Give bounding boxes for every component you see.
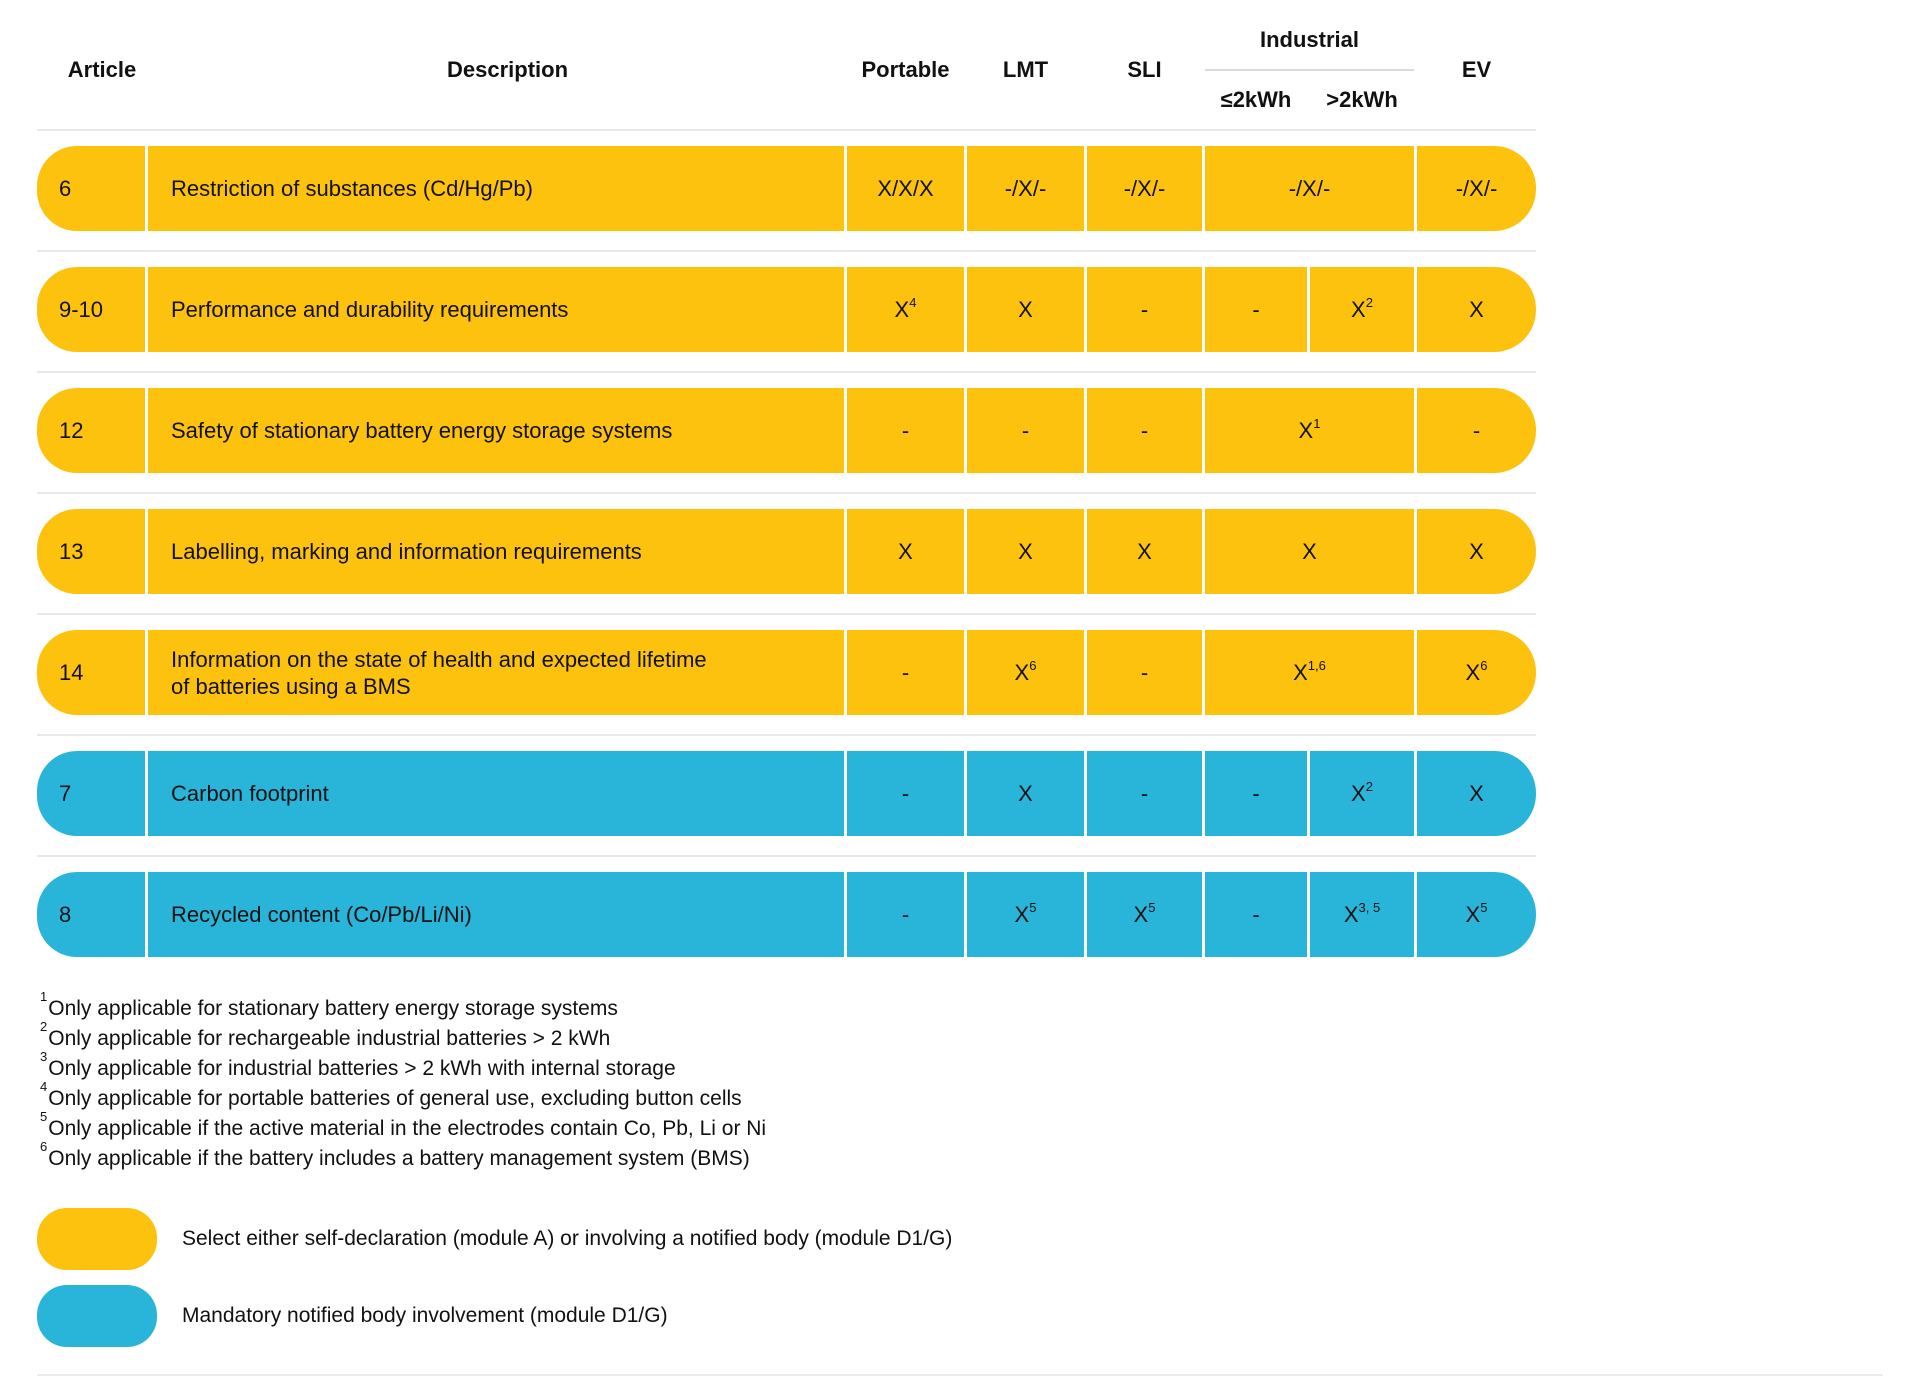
industrial-cell: X xyxy=(1205,509,1414,594)
portable-cell: X xyxy=(847,509,964,594)
column-header-article: Article xyxy=(67,57,137,82)
ev-cell: X xyxy=(1417,267,1536,352)
portable-cell: - xyxy=(847,630,964,715)
ev-cell: X xyxy=(1417,509,1536,594)
industrial-le2kwh-cell: - xyxy=(1205,267,1307,352)
description-cell: Carbon footprint xyxy=(148,751,844,836)
description-cell: Recycled content (Co/Pb/Li/Ni) xyxy=(148,872,844,957)
table-row-article-14 xyxy=(37,630,1536,715)
description-cell: Performance and durability requirements xyxy=(148,267,844,352)
lmt-cell: X xyxy=(967,509,1084,594)
ev-cell: -/X/- xyxy=(1417,146,1536,231)
table-row-article-8 xyxy=(37,872,1536,957)
portable-cell: - xyxy=(847,388,964,473)
sli-cell: - xyxy=(1087,388,1202,473)
blue-pill-swatch xyxy=(37,1285,157,1347)
description-cell: Labelling, marking and information requirements xyxy=(148,509,844,594)
row-separator xyxy=(37,734,1536,736)
industrial-gt2kwh-cell: X $^2$ xyxy=(1310,267,1414,352)
ev-cell: X $^5$ xyxy=(1417,872,1536,957)
footnote-1: $^1$Only applicable for stationary battery energy storage systems xyxy=(40,989,618,1020)
table-row-article-7 xyxy=(37,751,1536,836)
article-cell: 7 xyxy=(37,751,145,836)
industrial-group-underline xyxy=(1205,69,1414,71)
sli-cell: X $^5$ xyxy=(1087,872,1202,957)
article-cell: 9-10 xyxy=(37,267,145,352)
column-header-sli: SLI xyxy=(1127,57,1162,82)
sli-cell: - xyxy=(1087,267,1202,352)
legend-label: Select either self-declaration (module A) or involving a notified body (module D1/G) xyxy=(182,1227,953,1250)
page-bottom-separator xyxy=(37,1374,1883,1376)
industrial-le2kwh-cell: - xyxy=(1205,751,1307,836)
industrial-cell: -/X/- xyxy=(1205,146,1414,231)
legend-item-yellow xyxy=(37,1208,952,1270)
table-body xyxy=(37,129,1536,976)
footnotes xyxy=(40,989,767,1174)
sli-cell: X xyxy=(1087,509,1202,594)
lmt-cell: -/X/- xyxy=(967,146,1084,231)
column-header-gt2kwh: >2kWh xyxy=(1326,87,1398,112)
lmt-cell: - xyxy=(967,388,1084,473)
column-header-portable: Portable xyxy=(861,57,950,82)
table-row-article-12 xyxy=(37,388,1536,473)
portable-cell: X/X/X xyxy=(847,146,964,231)
footnote-2: $^2$Only applicable for rechargeable industrial batteries > 2 kWh xyxy=(40,1019,611,1050)
table-row-article-13 xyxy=(37,509,1536,594)
footnote-5: $^5$Only applicable if the active material in the electrodes contain Co, Pb, Li or Ni xyxy=(40,1109,767,1140)
row-separator xyxy=(37,250,1536,252)
industrial-cell: X $^{1,6}$ xyxy=(1205,630,1414,715)
article-cell: 8 xyxy=(37,872,145,957)
portable-cell: - xyxy=(847,751,964,836)
industrial-gt2kwh-cell: X $^{3, 5}$ xyxy=(1310,872,1414,957)
ev-cell: X xyxy=(1417,751,1536,836)
column-header-industrial: Industrial xyxy=(1259,27,1359,52)
row-separator xyxy=(37,371,1536,373)
sli-cell: - xyxy=(1087,630,1202,715)
article-cell: 12 xyxy=(37,388,145,473)
sli-cell: -/X/- xyxy=(1087,146,1202,231)
footnote-4: $^4$Only applicable for portable batteries of general use, excluding button cells xyxy=(40,1079,742,1110)
lmt-cell: X xyxy=(967,267,1084,352)
lmt-cell: X $^5$ xyxy=(967,872,1084,957)
article-cell: 14 xyxy=(37,630,145,715)
yellow-pill-swatch xyxy=(37,1208,157,1270)
legend xyxy=(37,1208,952,1362)
description-cell: Restriction of substances (Cd/Hg/Pb) xyxy=(148,146,844,231)
industrial-le2kwh-cell: - xyxy=(1205,872,1307,957)
ev-cell: X $^6$ xyxy=(1417,630,1536,715)
lmt-cell: X xyxy=(967,751,1084,836)
lmt-cell: X $^6$ xyxy=(967,630,1084,715)
column-header-lmt: LMT xyxy=(1002,57,1049,82)
footnote-6: $^6$Only applicable if the battery includes a battery management system (BMS) xyxy=(40,1139,750,1170)
description-cell: Safety of stationary battery energy storage systems xyxy=(148,388,844,473)
legend-item-blue xyxy=(37,1285,952,1347)
sli-cell: - xyxy=(1087,751,1202,836)
industrial-cell: X $^1$ xyxy=(1205,388,1414,473)
footnote-3: $^3$Only applicable for industrial batteries > 2 kWh with internal storage xyxy=(40,1049,676,1080)
column-header-le2kwh: ≤2kWh xyxy=(1220,87,1292,112)
table-header xyxy=(37,25,1536,115)
row-separator xyxy=(37,129,1536,131)
industrial-gt2kwh-cell: X $^2$ xyxy=(1310,751,1414,836)
portable-cell: X $^4$ xyxy=(847,267,964,352)
legend-label: Mandatory notified body involvement (module D1/G) xyxy=(182,1304,668,1327)
article-cell: 13 xyxy=(37,509,145,594)
row-separator xyxy=(37,855,1536,857)
column-header-description: Description xyxy=(446,57,569,82)
description-cell: Information on the state of health and expected lifetime of batteries using a BMS xyxy=(148,630,844,715)
row-separator xyxy=(37,613,1536,615)
table-row-article-6 xyxy=(37,146,1536,231)
column-header-ev: EV xyxy=(1461,57,1492,82)
ev-cell: - xyxy=(1417,388,1536,473)
table-row-article-9-10 xyxy=(37,267,1536,352)
article-cell: 6 xyxy=(37,146,145,231)
row-separator xyxy=(37,492,1536,494)
portable-cell: - xyxy=(847,872,964,957)
